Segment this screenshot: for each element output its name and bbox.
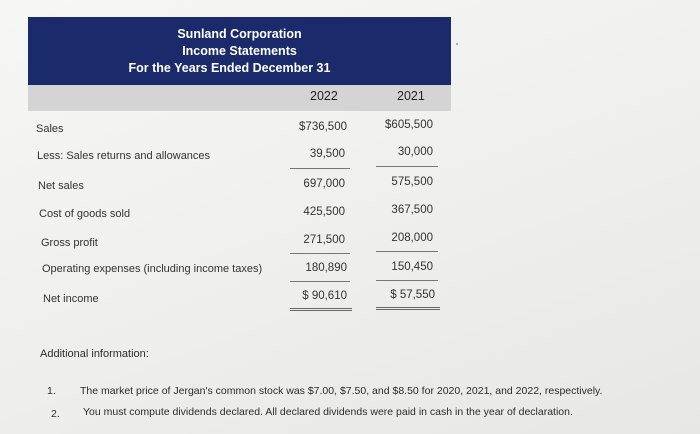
underline-2021-sales-returns: [376, 166, 438, 167]
value-2022-sales: $736,500: [299, 121, 347, 133]
company-name: Sunland Corporation: [177, 27, 302, 41]
row-label-sales-returns: Less: Sales returns and allowances: [37, 150, 211, 162]
statement-period: For the Years Ended December 31: [128, 61, 331, 75]
value-2022-sales-returns: 39,500: [309, 148, 345, 160]
underline-2022-operating-expenses: [290, 281, 350, 282]
scan-dot: [456, 43, 458, 45]
value-2022-net-sales: 697,000: [303, 178, 345, 190]
double-underline-2021-net-income: [376, 307, 440, 308]
column-header-band: [28, 85, 451, 111]
double-underline-2022-net-income-2: [290, 310, 352, 311]
row-label-sales: Sales: [36, 123, 64, 135]
value-2022-cost-of-goods-sold: 425,500: [303, 206, 345, 218]
value-2021-sales-returns: 30,000: [397, 146, 433, 158]
value-2022-operating-expenses: 180,890: [305, 262, 347, 274]
value-2021-net-sales: 575,500: [391, 176, 433, 188]
value-2021-net-income: $ 57,550: [390, 289, 435, 301]
value-2021-gross-profit: 208,000: [391, 232, 433, 244]
statement-title: Income Statements: [182, 44, 297, 58]
value-2022-gross-profit: 271,500: [303, 234, 345, 246]
double-underline-2021-net-income-2: [376, 309, 440, 310]
value-2021-sales: $605,500: [385, 119, 433, 131]
value-2021-operating-expenses: 150,450: [391, 261, 433, 273]
note-1-number: 1.: [47, 385, 56, 397]
additional-info-heading: Additional information:: [40, 348, 149, 360]
statement-header: [28, 17, 451, 85]
column-header-2021: 2021: [397, 89, 425, 103]
row-label-cost-of-goods-sold: Cost of goods sold: [39, 208, 131, 220]
row-label-net-sales: Net sales: [38, 180, 84, 192]
value-2022-net-income: $ 90,610: [302, 290, 347, 302]
underline-2022-sales-returns: [290, 168, 350, 169]
note-2-number: 2.: [51, 408, 60, 420]
row-label-operating-expenses: Operating expenses (including income taxes): [42, 263, 263, 275]
column-header-2022: 2022: [310, 89, 338, 103]
double-underline-2022-net-income: [290, 308, 352, 309]
underline-2022-cogs: [290, 253, 350, 254]
row-label-net-income: Net income: [43, 293, 99, 305]
value-2021-cost-of-goods-sold: 367,500: [391, 204, 433, 216]
underline-2021-cogs: [376, 251, 438, 252]
note-1-text: The market price of Jergan's common stock was $7.00, $7.50, and $8.50 for 2020, 2021, and 2022, respectively.: [80, 385, 603, 397]
note-2-text: You must compute dividends declared. All declared dividends were paid in cash in the year of declaration.: [83, 406, 573, 418]
row-label-gross-profit: Gross profit: [41, 237, 98, 249]
underline-2021-operating-expenses: [376, 280, 438, 281]
